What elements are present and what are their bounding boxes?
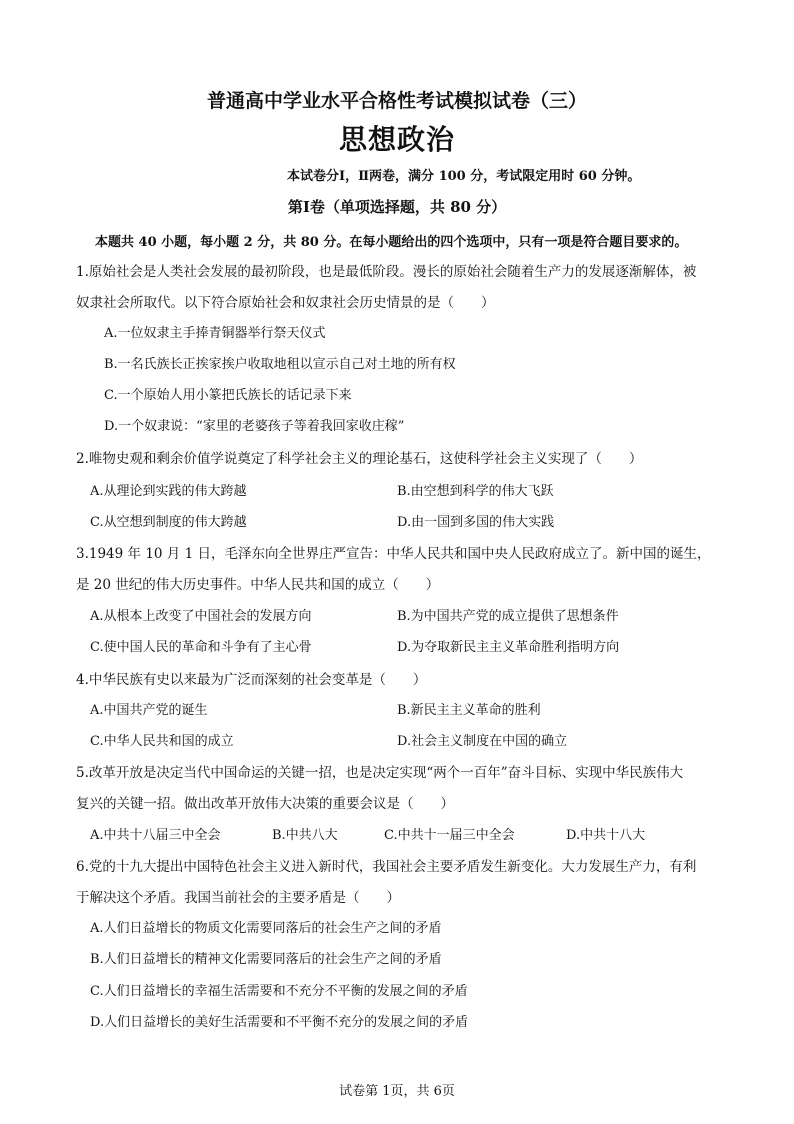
option-b: B.新民主主义革命的胜利 <box>397 703 541 718</box>
option-a: A.从理论到实践的伟大跨越 <box>90 484 247 499</box>
section-instructions: 本题共 40 小题，每小题 2 分，共 80 分。在每小题给出的四个选项中，只有一项是符合题目要求的。 <box>95 235 688 250</box>
option-c: C.人们日益增长的幸福生活需要和不充分不平衡的发展之间的矛盾 <box>90 984 468 999</box>
subject-title: 思想政治 <box>338 123 455 156</box>
question-stem: 3.1949 年 10 月 1 日，毛泽东向全世界庄严宣告：中华人民共和国中央人民政府成立了。新中国的诞生， <box>76 546 711 562</box>
exam-title: 普通高中学业水平合格性考试模拟试卷（三） <box>206 90 587 112</box>
question-stem: 奴隶社会所取代。以下符合原始社会和奴隶社会历史情景的是（ ） <box>76 295 495 311</box>
option-d: D.由一国到多国的伟大实践 <box>397 515 555 530</box>
option-d: D.一个奴隶说：“家里的老婆孩子等着我回家收庄稼” <box>104 419 405 434</box>
option-c: C.使中国人民的革命和斗争有了主心骨 <box>90 640 312 655</box>
question-stem: 1.原始社会是人类社会发展的最初阶段，也是最低阶段。漫长的原始社会随着生产力的发展逐渐解体，被 <box>76 264 697 280</box>
question-stem: 是 20 世纪的伟大历史事件。中华人民共和国的成立（ ） <box>76 577 440 593</box>
option-a: A.一位奴隶主手捧青铜器举行祭天仪式 <box>104 326 326 341</box>
option-c: C.中共十一届三中全会 <box>384 828 515 843</box>
option-a: A.中共十八届三中全会 <box>90 828 221 843</box>
option-a: A.人们日益增长的物质文化需要同落后的社会生产之间的矛盾 <box>90 921 442 936</box>
option-d: D.为夺取新民主主义革命胜利指明方向 <box>397 640 620 655</box>
page-footer: 试卷第 1页，共 6页 <box>339 1084 455 1099</box>
section-title: 第Ⅰ卷（单项选择题，共 80 分） <box>287 198 507 216</box>
option-c: C.一个原始人用小篆把氏族长的话记录下来 <box>104 388 352 403</box>
option-b: B.为中国共产党的成立提供了思想条件 <box>397 609 619 624</box>
question-stem: 6.党的十九大提出中国特色社会主义进入新时代，我国社会主要矛盾发生新变化。大力发展生产力，有利 <box>76 859 697 875</box>
question-stem: 于解决这个矛盾。我国当前社会的主要矛盾是（ ） <box>76 890 400 906</box>
option-c: C.中华人民共和国的成立 <box>90 734 234 749</box>
option-b: B.中共八大 <box>272 828 338 843</box>
question-stem: 复兴的关键一招。做出改革开放伟大决策的重要会议是（ ） <box>76 796 454 812</box>
option-d: D.人们日益增长的美好生活需要和不平衡不充分的发展之间的矛盾 <box>90 1015 469 1030</box>
question-stem: 4.中华民族有史以来最为广泛而深刻的社会变革是（ ） <box>76 672 427 688</box>
option-a: A.中国共产党的诞生 <box>90 703 208 718</box>
option-d: D.社会主义制度在中国的确立 <box>397 734 568 749</box>
option-b: B.人们日益增长的精神文化需要同落后的社会生产之间的矛盾 <box>90 952 442 967</box>
option-b: B.一名氏族长正挨家挨户收取地租以宣示自己对土地的所有权 <box>104 357 456 372</box>
option-b: B.由空想到科学的伟大飞跃 <box>397 484 554 499</box>
option-a: A.从根本上改变了中国社会的发展方向 <box>90 609 312 624</box>
question-stem: 2.唯物史观和剩余价值学说奠定了科学社会主义的理论基石，这使科学社会主义实现了（ ） <box>76 451 643 467</box>
question-stem: 5.改革开放是决定当代中国命运的关键一招，也是决定实现“两个一百年”奋斗目标、实现中华民族伟大 <box>76 765 684 781</box>
option-d: D.中共十八大 <box>566 828 646 843</box>
exam-note: 本试卷分Ⅰ，Ⅱ两卷，满分 100 分，考试限定用时 60 分钟。 <box>287 169 641 184</box>
option-c: C.从空想到制度的伟大跨越 <box>90 515 247 530</box>
